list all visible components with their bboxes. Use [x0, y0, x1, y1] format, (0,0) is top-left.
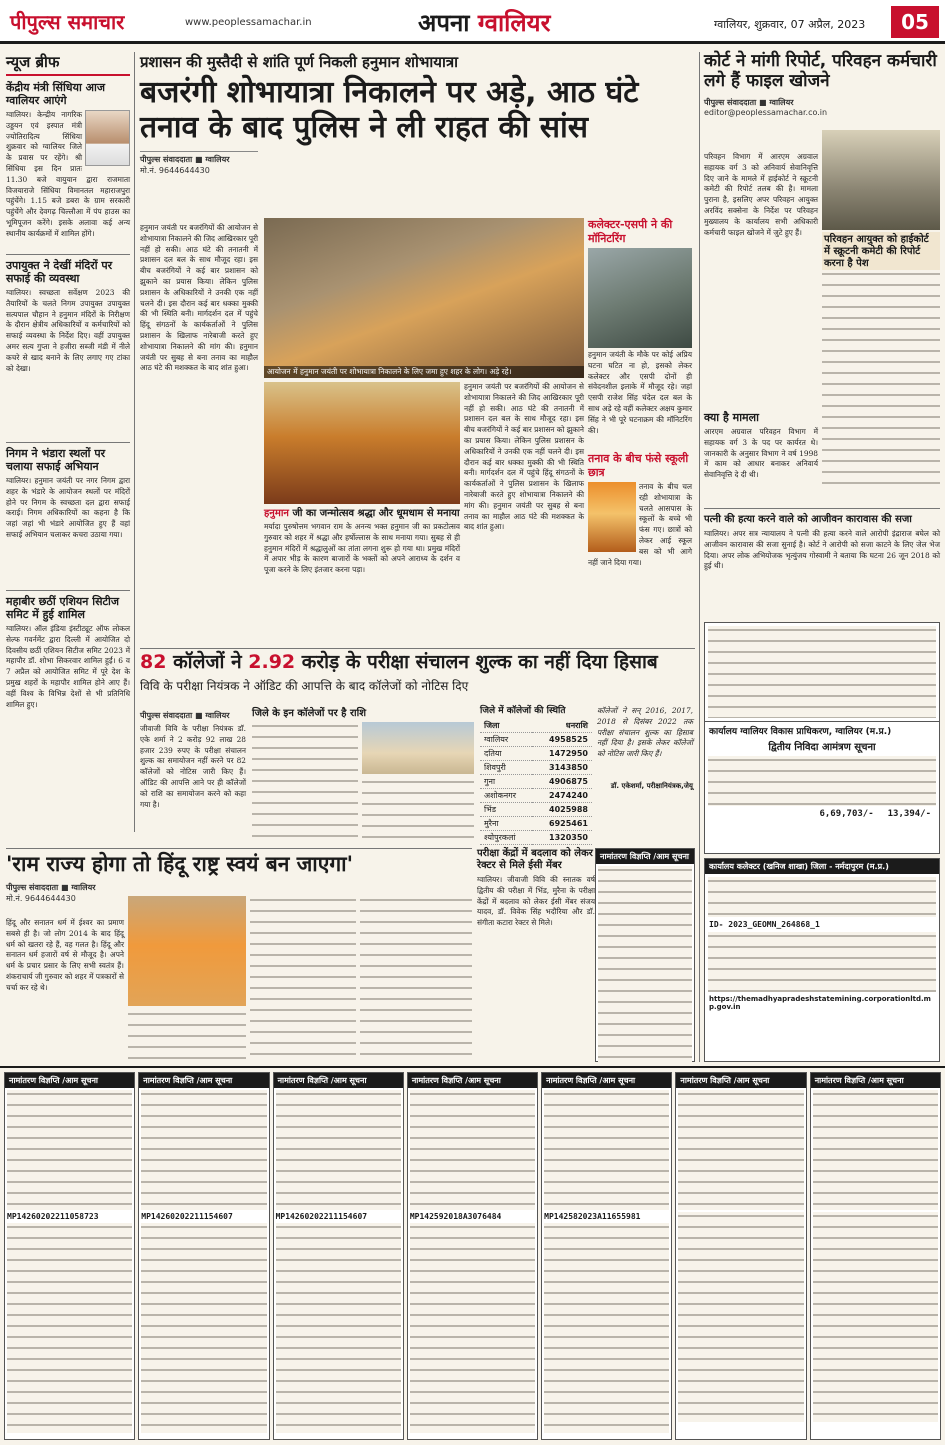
mutation-notice-middle: [595, 848, 695, 1062]
tender-notice-gda: [704, 622, 940, 854]
notice-ref-number: MP14260202211058723: [7, 1212, 99, 1221]
lead-kicker: प्रशासन की मुस्तैदी से शांति पूर्ण निकली हनुमान शोभायात्रा: [140, 53, 459, 71]
school-students-box: [588, 452, 692, 642]
table-row: [480, 789, 592, 803]
brief-item: [6, 447, 130, 586]
court-body-2: [822, 270, 940, 490]
brief-item: [6, 81, 130, 250]
college-district-table: [480, 706, 592, 844]
college-list-box: [252, 706, 477, 844]
tender-table-top: [708, 626, 936, 718]
amount-cell: 1472950: [532, 747, 593, 761]
colleges-byline: पीपुल्स संवाददाता ■ ग्वालियर: [140, 711, 230, 720]
murder-headline: पत्नी की हत्या करने वाले को आजीवन कारावास की सजा: [704, 514, 912, 525]
notice-body: [598, 866, 692, 1062]
brand-logo: पीपुल्स समाचार: [10, 10, 125, 34]
district-cell: गुना: [480, 775, 532, 789]
court-what-box: [704, 410, 818, 500]
transport-office-photo: [822, 130, 940, 230]
amount-cell: 3143850: [532, 761, 593, 775]
notice-body: [276, 1090, 401, 1210]
district-cell: दतिया: [480, 747, 532, 761]
notice-title: नामांतरण विज्ञप्ति /आम सूचना: [139, 1073, 268, 1088]
tender-id: ID- 2023_GEOMN_264868_1: [709, 920, 820, 929]
court-byline: पीपुल्स संवाददाता ■ ग्वालियर: [704, 98, 794, 108]
ram-byline: पीपुल्स संवाददाता ■ ग्वालियर: [6, 883, 96, 893]
notice-body: [410, 1223, 535, 1433]
district-table: [480, 719, 592, 845]
ram-mobile: मो.नं. 9644644430: [6, 894, 76, 904]
page-number: 05: [891, 6, 939, 38]
college-list-text: [252, 722, 358, 842]
colleges-headline: 82 कॉलेजों ने 2.92 करोड़ के परीक्षा संचालन शुल्क का नहीं दिया हिसाब: [140, 651, 658, 673]
notice-body: [813, 1090, 938, 1210]
notice-body: [544, 1223, 669, 1433]
amount-cell: धनराशि: [532, 719, 593, 733]
district-cell: अशोकनगर: [480, 789, 532, 803]
notice-ref-number: MP14260202211154607: [275, 1212, 368, 1221]
amount-cell: 1320350: [532, 831, 593, 845]
temple-body: मर्यादा पुरुषोत्तम भगवान राम के अनन्य भक्त हनुमान जी का प्रकटोत्सव गुरुवार को शहर में श्रद्धा और हर्षोल्लास के साथ मनाया गया। सुबह से ही हनुमान मंदिरों में श्रद्धालुओं का तांता लगना शुरू हो गया था। प्रमुख मंदिरों में अपार भीड़ के कारण बाजारों के भक्तों को अपने आराध्य के दर्शन व पूजा करने के लिए इंतजार करना पड़ा।: [264, 522, 460, 575]
district-cell: भिंड: [480, 803, 532, 817]
notice-body: [7, 1223, 132, 1433]
brief-label: न्यूज ब्रीफ: [6, 52, 130, 76]
lead-byline: पीपुल्स संवाददाता ■ ग्वालियर: [140, 155, 230, 164]
mutation-notice: [407, 1072, 538, 1440]
murder-story: [704, 512, 940, 618]
court-photo-caption: परिवहन आयुक्त को हाईकोर्ट में स्क्रूटनी कमेटी की रिपोर्ट करना है पेश: [822, 232, 940, 272]
controller-quote: [597, 706, 693, 844]
notice-title: नामांतरण विज्ञप्ति /आम सूचना: [676, 1073, 805, 1088]
tender-amount: 6,69,703/-: [819, 809, 874, 819]
dateline: ग्वालियर, शुक्रवार, 07 अप्रैल, 2023: [714, 18, 866, 31]
table-header-row: [480, 719, 592, 733]
tender-head2: द्वितीय निविदा आमंत्रण सूचना: [768, 742, 876, 753]
amount-cell: 4025988: [532, 803, 593, 817]
notice-ref-number: MP142592018A3076484: [409, 1212, 502, 1221]
amount-cell: 4958525: [532, 733, 593, 747]
lead-byline-row: [140, 151, 258, 176]
students-photo: [588, 482, 636, 552]
exam-headline: परीक्षा केंद्रों में बदलाव को लेकर रेक्टर से मिले ईसी मेंबर: [477, 848, 593, 871]
mutation-notice: [4, 1072, 135, 1440]
notice-ref-number: MP142582023A11655981: [544, 1212, 641, 1221]
ram-headline: 'राम राज्य होगा तो हिंदू राष्ट्र स्वयं बन जाएगा': [6, 852, 354, 876]
brief-body: ग्वालियर। हनुमान जयंती पर नगर निगम द्वारा शहर के भंडारे के आयोजन स्थलों पर मंदिरों होने पर निगम के स्वच्छता दल द्वारा सफाई कराई। निगम अधिकारियों का कहना है कि जहां जहां भी भंडारे आयोजित हुए हैं वहां सफाई अभियान चलाकर कचरा उठाया गया।: [6, 476, 130, 539]
tender-head3: कार्यालय कलेक्टर (खनिज शाखा) जिला - नर्मदापुरम (म.प्र.): [705, 859, 939, 874]
mutation-notice: [675, 1072, 806, 1440]
amount-cell: 6925461: [532, 817, 593, 831]
tanav-body: तनाव के बीच चल रही शोभायात्रा के चलते आसपास के स्कूलों के बच्चे भी फंस गए। छात्रों को लेकर आई स्कूल बस को भी आगे नहीं जाने दिया गया।: [588, 482, 692, 567]
mutation-notice: [273, 1072, 404, 1440]
sub-kicker: कलेक्टर-एसपी ने की मॉनिटरिंग: [588, 218, 673, 245]
notice-body: [276, 1223, 401, 1433]
tender-notice-collector: [704, 858, 940, 1062]
news-brief-column: [6, 52, 130, 832]
university-photo: [362, 722, 474, 774]
notice-body: [141, 1090, 266, 1210]
brief-title: उपायुक्त ने देखीं मंदिरों पर सफाई की व्यवस्था: [6, 259, 113, 285]
mutation-notice: [138, 1072, 269, 1440]
section-title: अपना ग्वालियर: [418, 9, 551, 37]
table-row: [480, 817, 592, 831]
tender-text: [708, 877, 936, 917]
lead-body-1: हनुमान जयंती पर बजरंगियों की आयोजन से शोभायात्रा निकालने की जिद आखिरकार पूरी नहीं हो सकी। आठ घंटे की तनातनी में प्रशासन दल बल के साथ मौजूद रहा। इस बीच बजरंगियों ने कई बार प्रशासन को झुकाने का प्रयास किया। लेकिन पुलिस प्रशासन के अधिकारियों ने उनकी एक नहीं चलने दी। इस दौरान कई बार धक्का मुक्की की भी स्थिति बनी। मार्गदर्शन दल में पहुंचे हिंदू संगठनों के कार्यकर्ताओं ने पुलिस प्रशासन के खिलाफ नारेबाजी करते हुए शोभायात्रा निकालने की मांग की। हनुमान जयंती पर सुबह से बना तनाव का माहौल आठ घंटे की मशक्कत के बाद शांत हुआ।: [140, 223, 258, 373]
colleges-body: जीवाजी विवि के परीक्षा नियंत्रक डॉ. एके शर्मा ने 2 करोड़ 92 लाख 28 हजार 239 रुपए के परीक्षा संचालन शुल्क का समायोजन नहीं करने पर 82 कॉलेजों को नोटिस जारी किए हैं। ऑडिट की आपत्ति आने पर ही कॉलेजों को राशि का समायोजन करने को कहा गया है।: [140, 724, 246, 809]
site-url[interactable]: www.peoplessamachar.in: [185, 17, 312, 28]
temple-photo: [264, 382, 460, 504]
ram-body-3: [250, 896, 356, 1062]
brief-title: महाबीर छठीं एशियन सिटीज समिट में हुई शामिल: [6, 595, 120, 621]
notice-body: [678, 1090, 803, 1210]
brief-body: ग्वालियर। केन्द्रीय नागरिक उड्डयन एवं इस्पात मंत्री ज्योतिरादित्य सिंधिया शुक्रवार को ग्वालियर जिले के प्रवास पर रहेंगे। श्री सिंधिया इस दिन प्रातः 11.30 बजे वायुयान द्वारा राजमाता विजयाराजे सिंधिया विमानतल महाराजपुरा पहुंचेंगे। 1.15 बजे डबरा के ग्राम सरकारी पहुंचेंगे और देवगढ़ चिल्लौआ में पंप हाउस का भूमिपूजन करेंगे। इसके अलावा कई अन्य स्थानीय कार्यक्रमों में शामिल होंगे।: [6, 110, 130, 238]
lead-headline: बजरंगी शोभायात्रा निकालने पर अड़े, आठ घंटे तनाव के बाद पुलिस ने ली राहत की सांस: [140, 75, 639, 145]
ram-body-4: [360, 896, 472, 1062]
table-row: [480, 831, 592, 845]
notice-title: नामांतरण विज्ञप्ति /आम सूचना: [5, 1073, 134, 1088]
notice-title: नामांतरण विज्ञप्ति /आम सूचना: [408, 1073, 537, 1088]
court-email[interactable]: editor@peoplessamachar.co.in: [704, 108, 828, 118]
exam-story: [477, 848, 595, 1062]
notice-title: नामांतरण विज्ञप्ति /आम सूचना: [542, 1073, 671, 1088]
tender-amount-row: [705, 809, 939, 819]
tender-text-2: [708, 932, 936, 992]
table-row: [480, 733, 592, 747]
tender-desc: [708, 756, 936, 806]
colleges-deck: विवि के परीक्षा नियंत्रक ने ऑडिट की आपत्ति के बाद कॉलेजों को नोटिस दिए: [140, 678, 469, 693]
table-title: जिले में कॉलेजों की स्थिति: [480, 706, 566, 716]
brief-body: ग्वालियर। ऑल इंडिया इंस्टीट्यूट ऑफ लोकल सेल्फ गवर्नमेंट द्वारा दिल्ली में आयोजित दो दिवसीय छठीं एशियन सिटीज समिट 2023 में महापौर डॉ. शोभा सिकरवार शामिल हुईं। 6 व 7 अप्रैल को आयोजित समिट में पूरे देश के प्रमुख शहरों के महापौर शामिल होने आए हैं। वहीं विश्व के विभिन्न देशों से भी प्रतिनिधि शामिल हुए।: [6, 624, 130, 709]
district-cell: श्योपुरकलां: [480, 831, 532, 845]
brief-item: [6, 595, 130, 774]
tender-head1: कार्यालय ग्वालियर विकास प्राधिकरण, ग्वालियर (म.प्र.): [705, 721, 939, 739]
district-cell: मुरैना: [480, 817, 532, 831]
notice-title: नामांतरण विज्ञप्ति /आम सूचना: [274, 1073, 403, 1088]
lead-procession-photo: [264, 218, 584, 378]
notice-body: [678, 1212, 803, 1422]
court-body: परिवहन विभाग में आरएम अग्रवाल सहायक वर्ग 3 को अनिवार्य सेवानिवृत्ति दिए जाने के मामले में हाईकोर्ट ने स्क्रूटनी कमेटी की रिपोर्ट तलब की है। मामला पुराना है, इसलिए अपर परिवहन आयुक्त अरविंद सक्सेना के निर्देश पर परिवहन मुख्यालय के कार्यालय सभी अधिकारी कर्मचारी फाइल खोजने में जुटे हुए हैं।: [704, 152, 818, 237]
college-list-title: जिले के इन कॉलेजों पर है राशि: [252, 708, 367, 719]
college-list-text-2: [362, 778, 474, 842]
table-row: [480, 761, 592, 775]
murder-body: ग्वालियर। अपर सत्र न्यायालय ने पत्नी की हत्या करने वाले आरोपी इंद्राराज बघेल को आजीवन कारावास की सजा सुनाई है। कोर्ट ने आरोपी को सजा काटने के लिए जेल भेज दिया। अपर लोक अभियोजक भृत्युंजय गोस्वामी ने बताया कि घटना 26 जून 2018 को हुई थी।: [704, 529, 940, 571]
notice-strip: [4, 1072, 941, 1440]
brief-title: केंद्रीय मंत्री सिंधिया आज ग्वालियर आएंगे: [6, 81, 106, 107]
mutation-notice: [810, 1072, 941, 1440]
district-cell: शिवपुरी: [480, 761, 532, 775]
minister-photo: [85, 110, 130, 166]
ram-body-2: [128, 1010, 246, 1062]
what-body: आरएम अग्रवाल परिवहन विभाग में सहायक वर्ग 3 के पद पर कार्यरत थे। जानकारी के अनुसार विभाग ने वर्ष 1998 में काम को आधार बनाकर अनिवार्य सेवानिवृत्ति दे दी थी।: [704, 427, 818, 480]
court-headline: कोर्ट ने मांगी रिपोर्ट, परिवहन कर्मचारी लगे हैं फाइल खोजने: [704, 51, 937, 91]
table-row: [480, 775, 592, 789]
quote-text: कॉलेजों ने सन् 2016, 2017, 2018 से दिसंबर 2022 तक परीक्षा संचालन शुल्क का हिसाब नहीं दिया है। इसके लेकर कॉलेजों को नोटिस जारी किए हैं।: [597, 706, 693, 759]
notice-title: नामांतरण विज्ञप्ति /आम सूचना: [811, 1073, 940, 1088]
exam-body: ग्वालियर। जीवाजी विवि की स्नातक वर्ष द्वितीय की परीक्षा में भिंड, मुरैना के परीक्षा केंद्रों में बदलाव को लेकर ईसी मेंबर संजय यादव, डॉ. विवेक सिंह भदौरिया और डॉ. संगीता कटारा रेक्टर से मिले।: [477, 875, 595, 928]
district-cell: ग्वालियर: [480, 733, 532, 747]
brief-item: [6, 259, 130, 438]
temple-story: [264, 508, 460, 644]
lead-mobile: मो.नं. 9644644430: [140, 166, 210, 175]
notice-title: नामांतरण विज्ञप्ति /आम सूचना: [596, 849, 694, 864]
collector-photo: [588, 248, 692, 348]
masthead: [0, 0, 945, 44]
temple-headline: हनुमान जी का जन्मोत्सव श्रद्धा और धूमधाम से मनाया: [264, 508, 460, 519]
notice-body: [7, 1090, 132, 1210]
sub-body: हनुमान जयंती के मौके पर कोई अप्रिय घटना घटित ना हो, इसको लेकर कलेक्टर और एसपी दोनों ही संवेदनशील इलाके में मौजूद रहे। जहां एसपी राजेश सिंह चंदेल दल बल के साथ अड़े रहे वहीं कलेक्टर अक्षय कुमार सिंह ने भी पूरे घटनाक्रम की मॉनिटरिंग की।: [588, 350, 692, 435]
notice-body: [410, 1090, 535, 1210]
what-kicker: क्या है मामला: [704, 411, 759, 424]
table-row: [480, 747, 592, 761]
quote-by: डॉ. एकेशर्मा, परीक्षानियंत्रक,जेयू: [610, 782, 693, 790]
tender-emd: 13,394/-: [887, 809, 931, 819]
photo-caption: आयोजन में हनुमान जयंती पर शोभायात्रा निकालने के लिए जमा हुए शहर के लोग। अड़े रहे।: [264, 366, 584, 378]
mutation-notice: [541, 1072, 672, 1440]
brief-body: ग्वालियर। स्वच्छता सर्वेक्षण 2023 की तैयारियों के चलते निगम उपायुक्त उपायुक्त सत्यपाल चौहान ने हनुमान मंदिरों के निरीक्षण के दौरान क्षेत्रीय अधिकारियों व कर्मचारियों को सफाई व्यवस्था के निर्देश दिए। वहीं उपायुक्त अमर सत्य गुप्ता ने हजीरा सब्जी मंडी में नीले कचरे से खाद बनाने के लिए लगाए गए टांका को देखा।: [6, 288, 130, 373]
amount-cell: 2474240: [532, 789, 593, 803]
brief-title: निगम ने भंडारा स्थलों पर चलाया सफाई अभियान: [6, 447, 106, 473]
table-row: [480, 803, 592, 817]
collector-sp-box: [588, 218, 692, 446]
district-cell: जिला: [480, 719, 532, 733]
notice-body: [141, 1223, 266, 1433]
ram-body-1: हिंदू और सनातन धर्म में ईश्वर का प्रमाण सबसे ही है। जो लोग 2014 के बाद हिंदू धर्म को खतरा रहे हैं, वह गलत है। हिंदू और सनातन धर्म हजारों वर्ष से मौजूद है। अपने धर्म के प्रचार प्रसार के लिए सभी स्वतंत्र हैं। शंकराचार्य जी गुरुवार को शहर में पत्रकारों से चर्चा कर रहे थे।: [6, 918, 124, 992]
notice-body: [544, 1090, 669, 1210]
tender-url[interactable]: https://themadhyapradeshstatemining.corporationltd.mp.gov.in: [709, 995, 931, 1011]
notice-ref-number: MP14260202211154607: [141, 1212, 233, 1221]
tanav-kicker: तनाव के बीच फंसे स्कूली छात्र: [588, 452, 689, 479]
amount-cell: 4906875: [532, 775, 593, 789]
lead-body-2: हनुमान जयंती पर बजरंगियों की आयोजन से शोभायात्रा निकालने की जिद आखिरकार पूरी नहीं हो सकी। आठ घंटे की तनातनी में प्रशासन दल बल के साथ मौजूद रहा। इस बीच बजरंगियों ने कई बार प्रशासन को झुकाने का प्रयास किया। लेकिन पुलिस प्रशासन के अधिकारियों ने उनकी एक नहीं चलने दी। इस दौरान कई बार धक्का मुक्की की भी स्थिति बनी। मार्गदर्शन दल में पहुंचे हिंदू संगठनों के कार्यकर्ताओं ने पुलिस प्रशासन के खिलाफ नारेबाजी करते हुए शोभायात्रा निकालने की मांग की। हनुमान जयंती पर सुबह से बना तनाव का माहौल आठ घंटे की मशक्कत के बाद शांत हुआ।: [464, 382, 584, 532]
shankaracharya-photo: [128, 896, 246, 1006]
notice-body: [813, 1212, 938, 1422]
